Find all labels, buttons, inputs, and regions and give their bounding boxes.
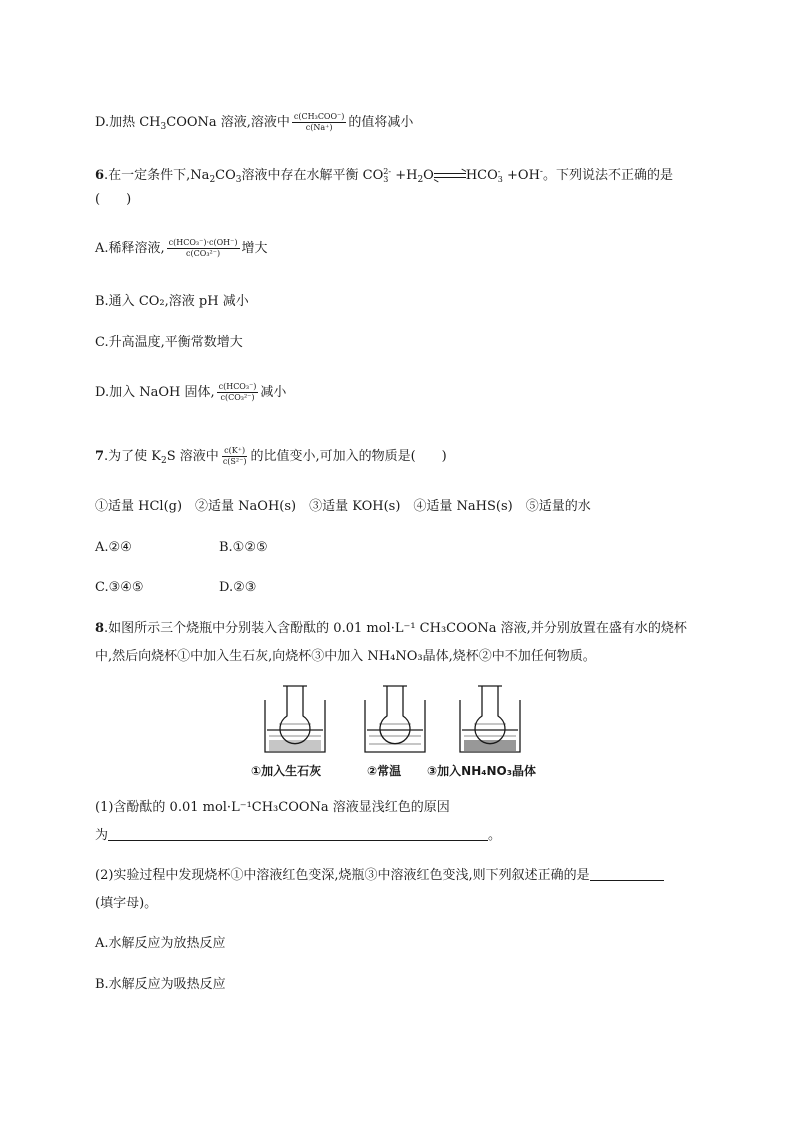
q7-options-row2: [95, 578, 256, 598]
q7-option-b: B.①②⑤: [219, 540, 268, 555]
q6-option-d: D.加入 NaOH 固体, $\frac{\text{c(HCO₃⁻)}}{\text{c(CO₃²⁻)}}$ 减小: [95, 382, 287, 402]
q8-option-b: B.水解反应为吸热反应: [95, 977, 226, 992]
q6-option-c: C.升高温度,平衡常数增大: [95, 335, 243, 350]
q6-option-b: B.通入 CO₂,溶液 pH 减小: [95, 294, 249, 309]
q7-stem: 7.为了使 $K_2S$ 溶液中 $\frac{c(K^+)}{\text{c(S²⁻)}}$ 的比值变小,可加入的物质是( ): [95, 446, 447, 466]
q7-options-row1: [95, 538, 268, 558]
q8-sub2-answer-blank[interactable]: [590, 866, 664, 881]
figure-label-2: ②常温: [367, 764, 402, 778]
beakers-illustration: [255, 680, 555, 760]
q5-option-d: D.加热 $CH_3COONa$ 溶液,溶液中 $\frac{\text{c(CH₃COO⁻)}}{c(Na^+)}$ 的值将减小: [95, 112, 414, 132]
q6-d-fraction: $\frac{\text{c(HCO₃⁻)}}{\text{c(CO₃²⁻)}}$: [218, 382, 257, 402]
figure-label-1: ①加入生石灰: [251, 764, 322, 778]
q8-sub1-line2: 为 。: [95, 828, 502, 843]
q7-option-a: A.②④: [95, 540, 132, 555]
q8-stem-line1: 8.如图所示三个烧瓶中分别装入含酚酞的 0.01 mol·L⁻¹ CH₃COONa 溶液,并分别放置在盛有水的烧杯: [95, 621, 687, 636]
q6-a-fraction: $\frac{\text{c(HCO₃⁻)·c(OH⁻)}}{\text{c(CO₃²⁻)}}$: [168, 238, 238, 258]
q6-option-a: A.稀释溶液, $\frac{\text{c(HCO₃⁻)·c(OH⁻)}}{\text{c(CO₃²⁻)}}$ 增大: [95, 238, 268, 258]
q8-option-a: A.水解反应为放热反应: [95, 936, 226, 951]
q5-fraction: $\frac{\text{c(CH₃COO⁻)}}{c(Na^+)}$: [293, 112, 345, 132]
q7-option-c: C.③④⑤: [95, 580, 144, 595]
equilibrium-arrow-icon: [434, 171, 466, 181]
q6-answer-paren: ( ): [95, 192, 132, 207]
q8-sub1-line1: (1)含酚酞的 0.01 mol·L⁻¹CH₃COONa 溶液显浅红色的原因: [95, 800, 450, 815]
q7-fraction: $\frac{c(K^+)}{\text{c(S²⁻)}}$: [222, 446, 247, 466]
q8-sub1-answer-blank[interactable]: [108, 826, 488, 841]
q8-sub2-line2: (填字母)。: [95, 896, 158, 911]
q8-stem-line2: 中,然后向烧杯①中加入生石灰,向烧杯③中加入 NH₄NO₃晶体,烧杯②中不加任何物质。: [95, 649, 596, 664]
q8-sub2-line1: (2)实验过程中发现烧杯①中溶液红色变深,烧瓶③中溶液红色变浅,则下列叙述正确的是: [95, 866, 664, 886]
q7-items: ①适量 HCl(g) ②适量 NaOH(s) ③适量 KOH(s) ④适量 NaHS(s) ⑤适量的水: [95, 499, 591, 514]
q6-stem: 6.在一定条件下$,Na_2CO_3$溶液中存在水解平衡 CO 2- 3 $+H_2O$ HCO - 3 +OH-。下列说法不正确的是: [95, 166, 673, 185]
figure-label-3: ③加入NH₄NO₃晶体: [427, 764, 537, 778]
q7-option-d: D.②③: [219, 580, 257, 595]
beakers-figure: [251, 680, 555, 780]
